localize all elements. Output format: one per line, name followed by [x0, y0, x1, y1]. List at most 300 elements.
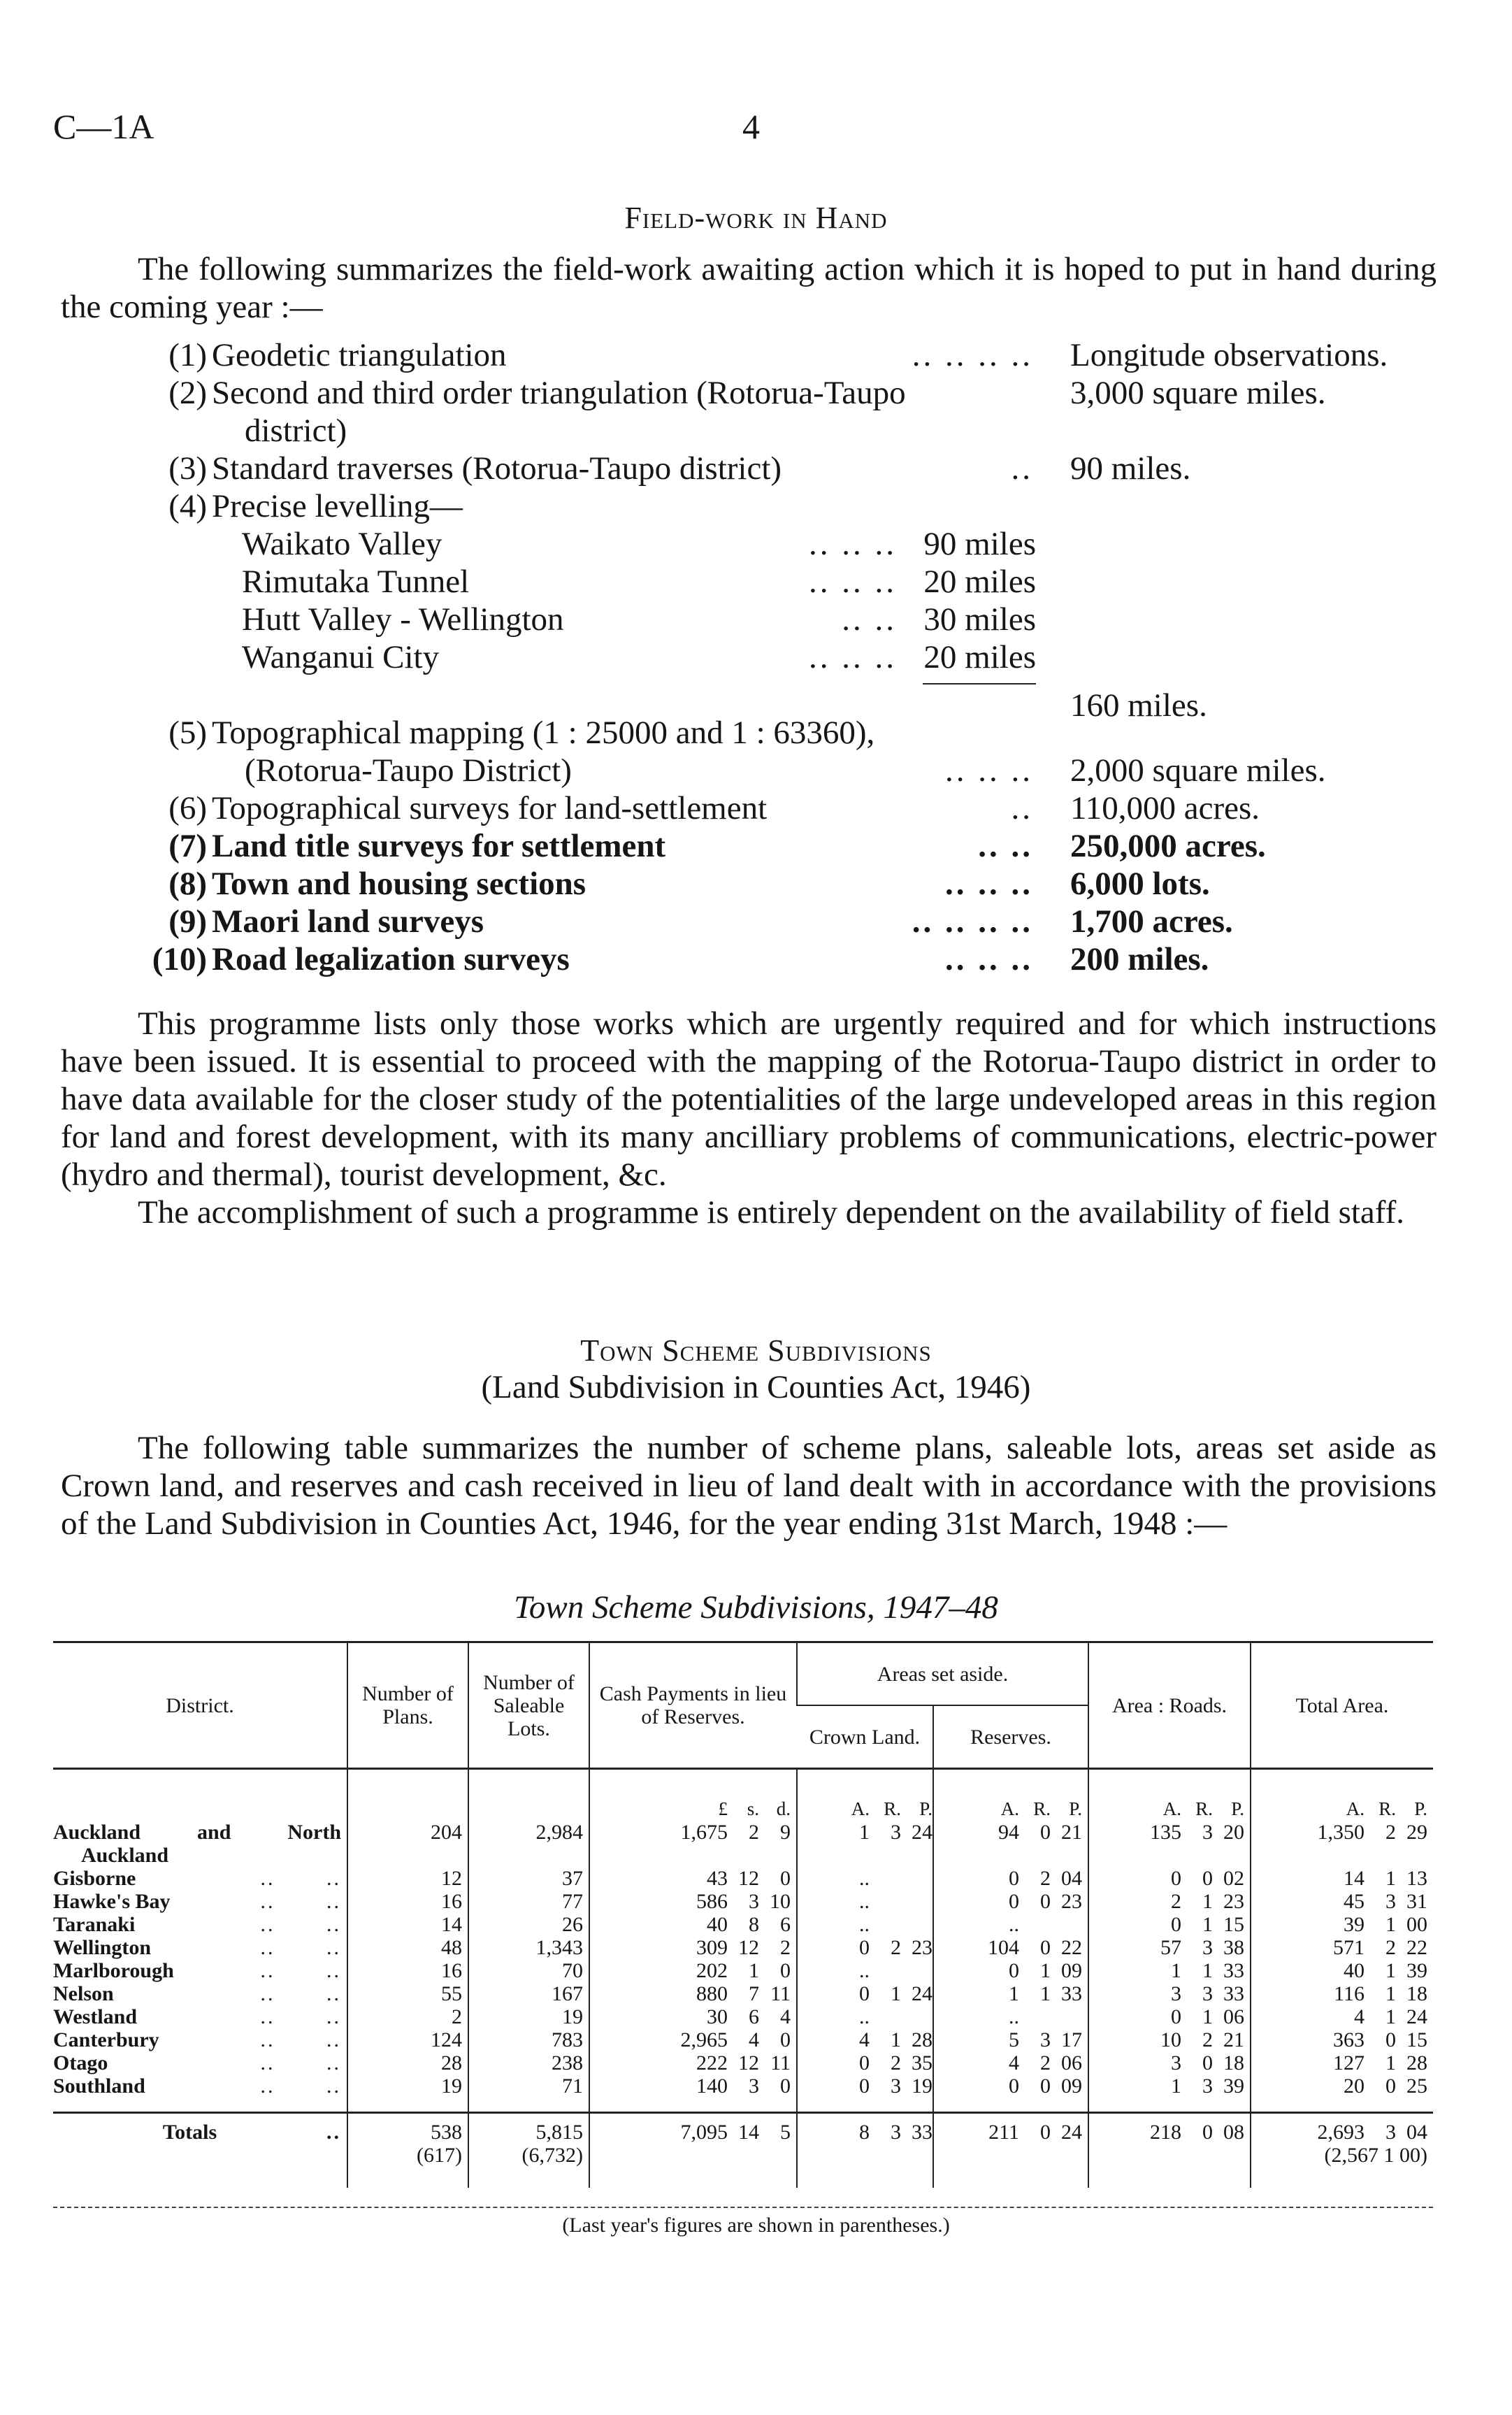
item-number: (3) — [168, 450, 207, 487]
value-part: 18 — [1406, 1982, 1427, 2005]
leader-dots: .. .. .. .. — [912, 337, 1033, 373]
value-part: 0 — [1040, 1890, 1051, 1913]
total-cell — [1251, 1890, 1433, 1913]
value-part: 04 — [1406, 2121, 1427, 2144]
value-part: 880 — [696, 1982, 728, 2005]
value-part: 40 — [1344, 1959, 1365, 1982]
value-part: 104 — [988, 1936, 1019, 1959]
leader-dots: .. .. .. — [809, 526, 897, 562]
value-part: 3 — [1040, 2028, 1051, 2051]
cash-cell — [589, 1890, 797, 1913]
value-part: .. — [859, 1867, 870, 1890]
plans-cell: 14 — [347, 1913, 468, 1936]
value-part: A. — [1346, 1798, 1365, 1819]
item-number: (7) — [168, 828, 207, 864]
district-name: Taranaki — [53, 1913, 136, 1936]
item-number: (9) — [168, 903, 207, 940]
town-paragraph: The following table summarizes the number of scheme plans, saleable lots, areas set aside as Crown land, and reserves and cash received in lieu of land dealt with in accordance with the provisions of the Land Subdivision in Counties Act, 1946, for the year ending 31st March, 1948 :— — [61, 1430, 1437, 1542]
value-part: 0 — [1202, 1867, 1213, 1890]
total-cell — [1251, 2074, 1433, 2113]
value-part: 23 — [912, 1936, 933, 1959]
value-part: 2,965 — [680, 2028, 728, 2051]
value-part: 211 — [988, 2121, 1019, 2144]
value-part: 3 — [1385, 1890, 1396, 1913]
col-roads: Area : Roads. — [1088, 1642, 1251, 1769]
cash-cell — [589, 1867, 797, 1890]
value-part: 17 — [1061, 2028, 1082, 2051]
leader-dots: .. .. .. — [945, 866, 1033, 902]
value-part: 0 — [859, 2074, 870, 2098]
roads-cell — [1088, 1890, 1251, 1913]
table-row — [53, 1821, 1433, 1867]
value-part: 2 — [1171, 1890, 1181, 1913]
crown-cell — [797, 1890, 933, 1913]
value-part: 5 — [1009, 2028, 1019, 2051]
total-previous: (2,567 1 00) — [1324, 2144, 1427, 2167]
crown-cell — [797, 2005, 933, 2028]
reserves-cell — [933, 1890, 1088, 1913]
table-bottom-rule — [53, 2207, 1433, 2208]
reserves-cell — [933, 2074, 1088, 2113]
value-part: 15 — [1406, 2028, 1427, 2051]
item-value: 1,700 acres. — [1070, 903, 1233, 940]
table-row: Wellington .. .. 48 1,343 309 12 2 0 2 23 104 0 22 57 3 38 571 2 22 — [53, 1936, 1433, 1959]
lots-cell: 77 — [468, 1890, 589, 1913]
lots-cell: 26 — [468, 1913, 589, 1936]
value-part: 12 — [738, 1936, 759, 1959]
value-part: 1 — [1202, 1890, 1213, 1913]
roads-cell — [1088, 2074, 1251, 2113]
district-name: Nelson — [53, 1982, 114, 2005]
item-label-continued: district) — [245, 413, 347, 449]
value-part: 06 — [1223, 2005, 1244, 2028]
district-name: Westland — [53, 2005, 138, 2028]
roads-cell — [1088, 1959, 1251, 1982]
value-part: 1,675 — [680, 1821, 728, 1844]
leader-dots: .. .. .. .. — [912, 903, 1033, 940]
total-cell — [1251, 2028, 1433, 2051]
lots-cell: 2,984 — [468, 1821, 589, 1867]
value-part: R. — [1033, 1798, 1051, 1819]
value-part: 6 — [749, 2005, 759, 2028]
col-areas-set-aside: Areas set aside. — [797, 1642, 1088, 1706]
col-lots: Number of Saleable Lots. — [468, 1642, 589, 1769]
subitem-value: 20 miles — [923, 564, 1036, 600]
value-part: 0 — [1040, 1821, 1051, 1844]
leader-dots: .. — [1011, 790, 1033, 826]
document-reference: C—1A — [53, 107, 154, 146]
value-part: 1 — [1385, 1959, 1396, 1982]
fieldwork-item — [0, 865, 1512, 903]
fieldwork-paragraphs — [61, 1005, 1437, 1231]
value-part: 1 — [1171, 1959, 1181, 1982]
value-part: 39 — [1344, 1913, 1365, 1936]
item-number: (10) — [152, 941, 207, 977]
table-row: Hawke's Bay .. .. 16 77 586 3 10 .. 0 0 23 2 1 23 45 3 31 — [53, 1890, 1433, 1913]
district-name: Southland — [53, 2074, 145, 2098]
item-label-continued: (Rotorua-Taupo District) — [245, 752, 572, 789]
value-part: .. — [859, 1913, 870, 1936]
value-part: 1 — [859, 1821, 870, 1844]
total-cell — [1251, 1821, 1433, 1867]
value-part: 28 — [1406, 2051, 1427, 2074]
levelling-subitem — [0, 525, 1512, 563]
value-part: 2 — [1040, 1867, 1051, 1890]
value-part: 39 — [1406, 1959, 1427, 1982]
cash-cell — [589, 2005, 797, 2028]
value-part: 00 — [1406, 1913, 1427, 1936]
leader-dots: .. .. .. — [945, 752, 1033, 789]
value-part: 1 — [1202, 2005, 1213, 2028]
roads-cell — [1088, 1982, 1251, 2005]
lots-cell: 238 — [468, 2051, 589, 2074]
lots-cell: 19 — [468, 2005, 589, 2028]
subitem-value: 30 miles — [923, 601, 1036, 638]
value-part: 3 — [1202, 2074, 1213, 2098]
table-row: Taranaki .. .. 14 26 40 8 6 .. .. 0 1 15 39 1 00 — [53, 1913, 1433, 1936]
value-part: 7,095 — [680, 2121, 728, 2144]
item-label: Maori land surveys — [212, 903, 484, 940]
item-label: Road legalization surveys — [212, 941, 570, 977]
plans-cell: 2 — [347, 2005, 468, 2028]
value-part: 0 — [780, 1867, 791, 1890]
plans-cell: 48 — [347, 1936, 468, 1959]
reserves-cell — [933, 2005, 1088, 2028]
levelling-subitem — [0, 563, 1512, 601]
lots-previous: (6,732) — [521, 2144, 583, 2167]
col-reserves: Reserves. — [933, 1705, 1088, 1769]
item-value: Longitude observations. — [1070, 337, 1388, 373]
plans-cell: 12 — [347, 1867, 468, 1890]
value-part: A. — [1162, 1798, 1181, 1819]
subitem-name: Wanganui City — [242, 639, 440, 675]
reserves-cell — [933, 1821, 1088, 1867]
value-part: P. — [1414, 1798, 1427, 1819]
value-part: 57 — [1160, 1936, 1181, 1959]
fieldwork-item — [0, 450, 1512, 487]
value-part: 309 — [696, 1936, 728, 1959]
value-part: 1 — [1202, 1959, 1213, 1982]
value-part: 0 — [1009, 2074, 1019, 2098]
lots-cell: 70 — [468, 1959, 589, 1982]
plans-cell: 55 — [347, 1982, 468, 2005]
value-part: 0 — [1009, 1867, 1019, 1890]
lots-cell: 167 — [468, 1982, 589, 2005]
value-part: 0 — [780, 2074, 791, 2098]
item-value: 2,000 square miles. — [1070, 752, 1326, 789]
leader-dots: .. — [1011, 450, 1033, 487]
value-part: .. — [859, 1959, 870, 1982]
value-part: 363 — [1333, 2028, 1365, 2051]
value-part: 3 — [891, 2121, 901, 2144]
fieldwork-intro: The following summarizes the field-work awaiting action which it is hoped to put in hand during the coming year :— — [61, 251, 1437, 325]
crown-cell — [797, 1959, 933, 1982]
crown-cell — [797, 1982, 933, 2005]
value-part: R. — [884, 1798, 901, 1819]
value-part: 33 — [1223, 1982, 1244, 2005]
value-part: 29 — [1406, 1821, 1427, 1844]
value-part: R. — [1195, 1798, 1213, 1819]
value-part: 218 — [1150, 2121, 1181, 2144]
leader-dots: .. .. .. — [809, 564, 897, 600]
value-part: d. — [776, 1798, 791, 1819]
reserves-cell — [933, 1867, 1088, 1890]
crown-cell — [797, 2051, 933, 2074]
col-crown-land: Crown Land. — [797, 1705, 933, 1769]
value-part: 12 — [738, 1867, 759, 1890]
value-part: 45 — [1344, 1890, 1365, 1913]
value-part: 6 — [780, 1913, 791, 1936]
value-part: 1 — [891, 2028, 901, 2051]
crown-cell — [797, 1867, 933, 1890]
value-part: 0 — [1171, 2005, 1181, 2028]
value-part: 0 — [1040, 2074, 1051, 2098]
value-part: 0 — [1202, 2051, 1213, 2074]
value-part: 0 — [1202, 2121, 1213, 2144]
fieldwork-item — [0, 336, 1512, 374]
value-part: 24 — [1406, 2005, 1427, 2028]
value-part: 02 — [1223, 1867, 1244, 1890]
item-value: 160 miles. — [1070, 687, 1207, 724]
value-part: 9 — [780, 1821, 791, 1844]
value-part: 0 — [780, 1959, 791, 1982]
item-label: Precise levelling— — [212, 488, 463, 524]
value-part: 571 — [1333, 1936, 1365, 1959]
section-title-fieldwork: Field-work in Hand — [624, 201, 888, 235]
cash-cell — [589, 2051, 797, 2074]
value-part: 14 — [1344, 1867, 1365, 1890]
item-value: 110,000 acres. — [1070, 790, 1260, 826]
value-part: .. — [1009, 1913, 1019, 1936]
value-part: 0 — [1171, 1913, 1181, 1936]
item-value: 6,000 lots. — [1070, 866, 1210, 902]
reserves-cell — [933, 1936, 1088, 1959]
subitem-value: 20 miles — [923, 639, 1036, 675]
table-footnote: (Last year's figures are shown in parentheses.) — [562, 2214, 950, 2237]
value-part: 35 — [912, 2051, 933, 2074]
item-number: (8) — [168, 866, 207, 902]
value-part: 1 — [1040, 1982, 1051, 2005]
plans-previous: (617) — [417, 2144, 462, 2167]
cash-cell — [589, 2074, 797, 2113]
paragraph: The accomplishment of such a programme is entirely dependent on the availability of field staff. — [138, 1194, 1404, 1231]
table-row: Southland .. .. 19 71 140 3 0 0 3 19 0 0 09 1 3 39 20 0 25 — [53, 2074, 1433, 2113]
table-row: Canterbury .. .. 124 783 2,965 4 0 4 1 28 5 3 17 10 2 21 363 0 15 — [53, 2028, 1433, 2051]
value-part: 08 — [1223, 2121, 1244, 2144]
value-part: 21 — [1061, 1821, 1082, 1844]
value-part: 13 — [1406, 1867, 1427, 1890]
value-part: 0 — [859, 1982, 870, 2005]
district-name: Otago — [53, 2051, 108, 2074]
value-part: 21 — [1223, 2028, 1244, 2051]
levelling-subitem — [0, 601, 1512, 638]
value-part: 3 — [1171, 2051, 1181, 2074]
value-part: .. — [859, 2005, 870, 2028]
district-name: Marlborough — [53, 1959, 174, 1982]
fieldwork-item — [0, 903, 1512, 940]
item-number: (6) — [168, 790, 207, 826]
value-part: 116 — [1334, 1982, 1365, 2005]
units-row — [53, 1769, 1433, 1821]
col-cash: Cash Payments in lieu of Reserves. — [589, 1642, 797, 1769]
value-part: 24 — [912, 1821, 933, 1844]
plans-cell: 124 — [347, 2028, 468, 2051]
value-part: 4 — [780, 2005, 791, 2028]
value-part: R. — [1378, 1798, 1396, 1819]
crown-cell — [797, 2074, 933, 2113]
value-part: 33 — [1223, 1959, 1244, 1982]
cash-cell — [589, 2028, 797, 2051]
value-part: 4 — [1354, 2005, 1365, 2028]
value-part: 20 — [1223, 1821, 1244, 1844]
lots-cell: 37 — [468, 1867, 589, 1890]
value-part: 140 — [696, 2074, 728, 2098]
value-part: 33 — [1061, 1982, 1082, 2005]
district-name: Wellington — [53, 1936, 152, 1959]
value-part: 0 — [1009, 1959, 1019, 1982]
item-number: (4) — [168, 488, 207, 524]
value-part: 23 — [1061, 1890, 1082, 1913]
crown-cell — [797, 2028, 933, 2051]
item-value: 250,000 acres. — [1070, 828, 1266, 864]
value-part: 1 — [1385, 2005, 1396, 2028]
value-part: 06 — [1061, 2051, 1082, 2074]
value-part: 39 — [1223, 2074, 1244, 2098]
page-number: 4 — [742, 107, 760, 146]
value-part: 3 — [1171, 1982, 1181, 2005]
district-name: Hawke's Bay — [53, 1890, 171, 1913]
value-part: 0 — [1385, 2028, 1396, 2051]
cash-cell — [589, 1936, 797, 1959]
value-part: 1 — [1385, 1982, 1396, 2005]
item-label: Topographical mapping (1 : 25000 and 1 : 63360), — [212, 715, 875, 751]
value-part: .. — [1009, 2005, 1019, 2028]
crown-cell — [797, 1936, 933, 1959]
value-part: 1 — [1385, 1913, 1396, 1936]
table-row: Marlborough .. .. 16 70 202 1 0 .. 0 1 09 1 1 33 40 1 39 — [53, 1959, 1433, 1982]
value-part: 3 — [1202, 1982, 1213, 2005]
totals-label: Totals — [162, 2121, 217, 2144]
table-row: Westland .. .. 2 19 30 6 4 .. .. 0 1 06 4 1 24 — [53, 2005, 1433, 2028]
value-part: 3 — [749, 2074, 759, 2098]
value-part: 43 — [707, 1867, 728, 1890]
value-part: 11 — [770, 1982, 791, 2005]
total-cell — [1251, 1959, 1433, 1982]
roads-cell — [1088, 1936, 1251, 1959]
item-value: 3,000 square miles. — [1070, 375, 1326, 411]
district-name: Auckland and North — [53, 1821, 341, 1844]
value-part: 04 — [1061, 1867, 1082, 1890]
roads-cell — [1088, 2051, 1251, 2074]
value-part: 2 — [891, 1936, 901, 1959]
value-part: 8 — [859, 2121, 870, 2144]
value-part: 0 — [1009, 1890, 1019, 1913]
plans-cell: 19 — [347, 2074, 468, 2113]
value-part: 2 — [1202, 2028, 1213, 2051]
value-part: 15 — [1223, 1913, 1244, 1936]
plans-cell: 204 — [347, 1821, 468, 1867]
value-part: 30 — [707, 2005, 728, 2028]
table-row: Gisborne .. .. 12 37 43 12 0 .. 0 2 04 0 0 02 14 1 13 — [53, 1867, 1433, 1890]
value-part: 8 — [749, 1913, 759, 1936]
plans-total: 538 — [431, 2121, 462, 2144]
item-label: Standard traverses (Rotorua-Taupo district) — [212, 450, 782, 487]
leader-dots: .. .. .. — [945, 941, 1033, 977]
value-part: 0 — [1385, 2074, 1396, 2098]
value-part: 23 — [1223, 1890, 1244, 1913]
district-name: Gisborne — [53, 1867, 136, 1890]
fieldwork-item — [0, 940, 1512, 978]
value-part: 2 — [1040, 2051, 1051, 2074]
value-part: 1 — [891, 1982, 901, 2005]
value-part: 0 — [1171, 1867, 1181, 1890]
value-part: 2 — [1385, 1821, 1396, 1844]
value-part: 202 — [696, 1959, 728, 1982]
value-part: 09 — [1061, 1959, 1082, 1982]
fieldwork-item — [0, 374, 1512, 412]
item-label: Topographical surveys for land-settlement — [212, 790, 768, 826]
value-part: 3 — [1202, 1821, 1213, 1844]
value-part: 3 — [749, 1890, 759, 1913]
value-part: 135 — [1150, 1821, 1181, 1844]
item-number: (1) — [168, 337, 207, 373]
plans-cell: 28 — [347, 2051, 468, 2074]
item-value: 90 miles. — [1070, 450, 1191, 487]
value-part: 31 — [1406, 1890, 1427, 1913]
subitem-name: Rimutaka Tunnel — [242, 564, 470, 600]
total-cell — [1251, 2051, 1433, 2074]
value-part: 33 — [912, 2121, 933, 2144]
cash-cell — [589, 1821, 797, 1867]
cash-cell — [589, 1913, 797, 1936]
value-part: 3 — [1202, 1936, 1213, 1959]
value-part: 24 — [912, 1982, 933, 2005]
subitem-name: Waikato Valley — [242, 526, 442, 562]
plans-cell: 16 — [347, 1959, 468, 1982]
value-part: 2,693 — [1317, 2121, 1365, 2144]
total-cell — [1251, 1982, 1433, 2005]
value-part: 586 — [696, 1890, 728, 1913]
cash-cell — [589, 1959, 797, 1982]
item-label: Land title surveys for settlement — [212, 828, 666, 864]
value-part: 4 — [1009, 2051, 1019, 2074]
item-number: (5) — [168, 715, 207, 751]
value-part: 2 — [780, 1936, 791, 1959]
fieldwork-item — [0, 714, 1512, 752]
value-part: 25 — [1406, 2074, 1427, 2098]
roads-cell — [1088, 2028, 1251, 2051]
value-part: 7 — [749, 1982, 759, 2005]
district-name: Canterbury — [53, 2028, 159, 2051]
fieldwork-item-continued — [0, 412, 1512, 450]
total-cell — [1251, 2005, 1433, 2028]
value-part: P. — [919, 1798, 933, 1819]
item-label: Town and housing sections — [212, 866, 586, 902]
value-part: 0 — [859, 2051, 870, 2074]
levelling-subitem — [0, 638, 1512, 676]
plans-cell: 16 — [347, 1890, 468, 1913]
value-part: 1 — [749, 1959, 759, 1982]
leader-dots: .. .. — [978, 828, 1033, 864]
value-part: 10 — [770, 1890, 791, 1913]
leader-dots: .. .. — [842, 601, 897, 638]
lots-cell: 71 — [468, 2074, 589, 2113]
lots-total: 5,815 — [535, 2121, 583, 2144]
value-part: 3 — [891, 1821, 901, 1844]
value-part: 1 — [1385, 1867, 1396, 1890]
value-part: 24 — [1061, 2121, 1082, 2144]
value-part: 94 — [998, 1821, 1019, 1844]
